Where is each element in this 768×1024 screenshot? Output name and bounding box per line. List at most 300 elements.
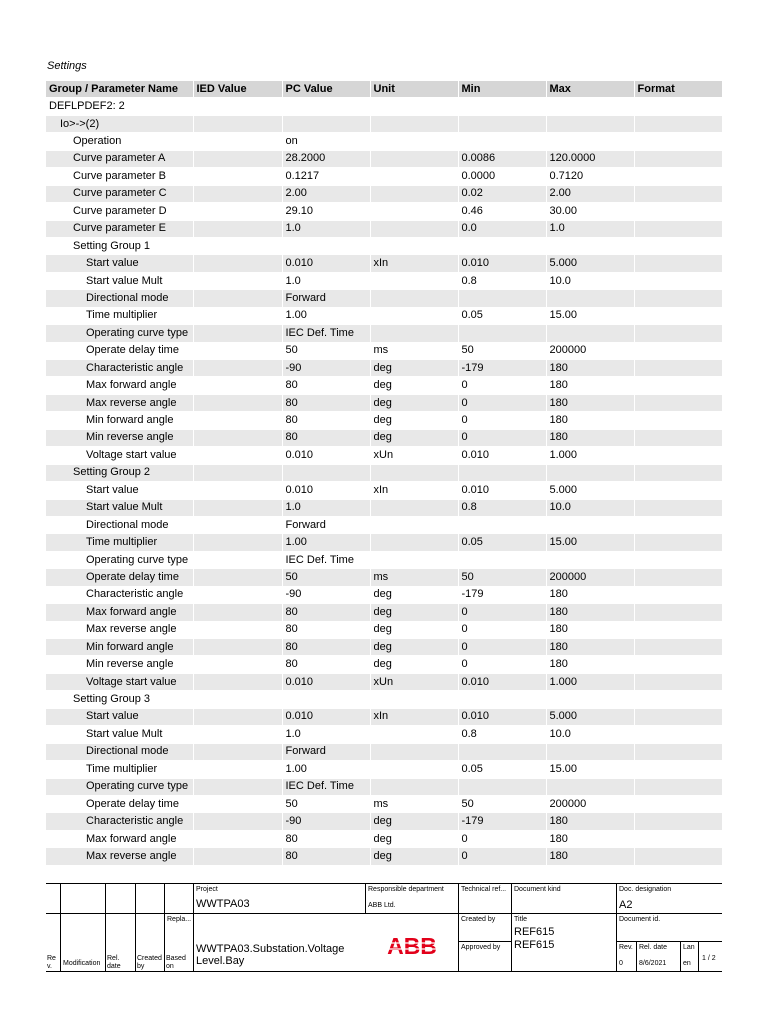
cell-format xyxy=(634,133,722,150)
cell-pc-value: IEC Def. Time xyxy=(282,551,370,568)
cell-unit xyxy=(370,237,458,254)
cell-max: 10.0 xyxy=(546,726,634,743)
cell-min: 0 xyxy=(458,830,546,847)
cell-min xyxy=(458,237,546,254)
cell-format xyxy=(634,272,722,289)
column-header-max: Max xyxy=(546,81,634,98)
table-row xyxy=(46,464,722,481)
cell-ied-value xyxy=(193,464,282,481)
cell-format xyxy=(634,255,722,272)
cell-pc-value xyxy=(282,691,370,708)
cell-unit: deg xyxy=(370,848,458,865)
cell-name: Max forward angle xyxy=(46,604,193,621)
cell-max: 180 xyxy=(546,604,634,621)
cell-unit xyxy=(370,516,458,533)
cell-ied-value xyxy=(193,639,282,656)
cell-max: 10.0 xyxy=(546,499,634,516)
settings-table xyxy=(46,81,723,866)
cell-name: Start value xyxy=(46,255,193,272)
cell-name: Curve parameter B xyxy=(46,168,193,185)
cell-max: 5.000 xyxy=(546,482,634,499)
cell-unit xyxy=(370,464,458,481)
cell-max: 200000 xyxy=(546,569,634,586)
cell-name: Max reverse angle xyxy=(46,848,193,865)
cell-min: 0.05 xyxy=(458,534,546,551)
cell-pc-value: 1.0 xyxy=(282,220,370,237)
cell-ied-value xyxy=(193,586,282,603)
cell-unit: ms xyxy=(370,795,458,812)
cell-max xyxy=(546,778,634,795)
cell-max: 180 xyxy=(546,394,634,411)
cell-name: Directional mode xyxy=(46,743,193,760)
cell-format xyxy=(634,499,722,516)
table-row xyxy=(46,325,722,342)
cell-unit xyxy=(370,761,458,778)
cell-ied-value xyxy=(193,499,282,516)
cell-min xyxy=(458,133,546,150)
cell-format xyxy=(634,534,722,551)
cell-ied-value xyxy=(193,185,282,202)
cell-max: 200000 xyxy=(546,795,634,812)
replaces-label: Repla... xyxy=(167,916,192,923)
cell-format xyxy=(634,673,722,690)
settings-caption: Settings xyxy=(47,60,87,72)
table-row xyxy=(46,220,722,237)
cell-ied-value xyxy=(193,778,282,795)
cell-max: 10.0 xyxy=(546,272,634,289)
table-row xyxy=(46,115,722,132)
cell-min: 0.010 xyxy=(458,482,546,499)
cell-name: Directional mode xyxy=(46,516,193,533)
cell-min: 0.0086 xyxy=(458,150,546,167)
cell-min: 0.0 xyxy=(458,220,546,237)
table-row xyxy=(46,185,722,202)
cell-min xyxy=(458,464,546,481)
cell-ied-value xyxy=(193,272,282,289)
modification-label: Modification xyxy=(63,960,101,967)
cell-pc-value: 0.010 xyxy=(282,708,370,725)
cell-pc-value: 80 xyxy=(282,656,370,673)
cell-pc-value: -90 xyxy=(282,813,370,830)
cell-pc-value: 80 xyxy=(282,639,370,656)
cell-unit xyxy=(370,272,458,289)
cell-name: Time multiplier xyxy=(46,761,193,778)
cell-min xyxy=(458,778,546,795)
cell-ied-value xyxy=(193,726,282,743)
cell-name: Min forward angle xyxy=(46,412,193,429)
cell-ied-value xyxy=(193,516,282,533)
abb-logo xyxy=(377,934,447,958)
rev-column-label: Re v. xyxy=(47,955,56,970)
cell-ied-value xyxy=(193,203,282,220)
cell-ied-value xyxy=(193,360,282,377)
cell-name: Curve parameter D xyxy=(46,203,193,220)
title-line-1: REF615 xyxy=(514,926,555,938)
cell-max: 180 xyxy=(546,360,634,377)
table-row xyxy=(46,778,722,795)
cell-pc-value: 0.010 xyxy=(282,673,370,690)
cell-pc-value: 80 xyxy=(282,848,370,865)
cell-ied-value xyxy=(193,830,282,847)
cell-max: 180 xyxy=(546,621,634,638)
cell-max: 180 xyxy=(546,586,634,603)
table-row xyxy=(46,412,722,429)
created-by-label: Created by xyxy=(461,916,496,923)
cell-name: Operating curve type xyxy=(46,551,193,568)
title-block xyxy=(46,883,722,972)
cell-pc-value: 0.010 xyxy=(282,482,370,499)
cell-min: 0 xyxy=(458,429,546,446)
cell-pc-value xyxy=(282,237,370,254)
cell-format xyxy=(634,621,722,638)
description-text: WWTPA03.Substation.Voltage Level.Bay xyxy=(196,943,345,967)
cell-pc-value: 80 xyxy=(282,429,370,446)
cell-name: Time multiplier xyxy=(46,534,193,551)
table-body xyxy=(46,98,722,865)
cell-unit xyxy=(370,290,458,307)
cell-name: Curve parameter A xyxy=(46,150,193,167)
cell-ied-value xyxy=(193,377,282,394)
cell-unit: ms xyxy=(370,569,458,586)
created-column-label: Created by xyxy=(137,955,162,970)
cell-pc-value: Forward xyxy=(282,290,370,307)
based-on-label: Based on xyxy=(166,955,186,970)
cell-name: Directional mode xyxy=(46,290,193,307)
cell-pc-value: 80 xyxy=(282,621,370,638)
rel-date-column-label: Rel. date xyxy=(107,955,121,970)
cell-name: Operate delay time xyxy=(46,795,193,812)
cell-ied-value xyxy=(193,673,282,690)
approved-by-label: Approved by xyxy=(461,944,501,951)
cell-max: 1.0 xyxy=(546,220,634,237)
table-row xyxy=(46,551,722,568)
cell-pc-value: 50 xyxy=(282,795,370,812)
cell-name: Min reverse angle xyxy=(46,656,193,673)
cell-max: 180 xyxy=(546,429,634,446)
cell-format xyxy=(634,150,722,167)
cell-format xyxy=(634,447,722,464)
table-row xyxy=(46,761,722,778)
cell-name: Setting Group 3 xyxy=(46,691,193,708)
document-kind-label: Document kind xyxy=(514,886,561,893)
cell-name: Io>->(2) xyxy=(46,115,193,132)
cell-max: 1.000 xyxy=(546,673,634,690)
cell-name: Operate delay time xyxy=(46,342,193,359)
cell-name: Max forward angle xyxy=(46,830,193,847)
cell-format xyxy=(634,290,722,307)
cell-format xyxy=(634,830,722,847)
cell-ied-value xyxy=(193,307,282,324)
cell-unit: deg xyxy=(370,656,458,673)
table-row xyxy=(46,673,722,690)
rel-date-value: 8/6/2021 xyxy=(639,960,667,967)
cell-min: -179 xyxy=(458,813,546,830)
cell-pc-value: IEC Def. Time xyxy=(282,778,370,795)
cell-max xyxy=(546,290,634,307)
cell-max xyxy=(546,115,634,132)
cell-format xyxy=(634,848,722,865)
cell-name: Voltage start value xyxy=(46,447,193,464)
cell-name: Min forward angle xyxy=(46,639,193,656)
cell-min: -179 xyxy=(458,586,546,603)
cell-pc-value: 1.0 xyxy=(282,499,370,516)
table-row xyxy=(46,586,722,603)
cell-format xyxy=(634,377,722,394)
table-row xyxy=(46,203,722,220)
cell-format xyxy=(634,464,722,481)
cell-unit: deg xyxy=(370,586,458,603)
cell-min: 0.0000 xyxy=(458,168,546,185)
cell-pc-value: 1.00 xyxy=(282,534,370,551)
cell-unit: deg xyxy=(370,621,458,638)
table-row xyxy=(46,813,722,830)
cell-pc-value: IEC Def. Time xyxy=(282,325,370,342)
language-value: en xyxy=(683,960,691,967)
cell-format xyxy=(634,185,722,202)
cell-min: 0.8 xyxy=(458,499,546,516)
cell-min xyxy=(458,743,546,760)
cell-unit: xIn xyxy=(370,482,458,499)
cell-ied-value xyxy=(193,691,282,708)
cell-name: Curve parameter C xyxy=(46,185,193,202)
rev-value: 0 xyxy=(619,960,623,967)
cell-max xyxy=(546,743,634,760)
cell-ied-value xyxy=(193,743,282,760)
cell-ied-value xyxy=(193,569,282,586)
table-header-row xyxy=(46,81,722,98)
cell-name: Start value Mult xyxy=(46,272,193,289)
cell-unit: xIn xyxy=(370,255,458,272)
cell-unit xyxy=(370,133,458,150)
cell-max: 2.00 xyxy=(546,185,634,202)
cell-name: Characteristic angle xyxy=(46,360,193,377)
page-number: 1 / 2 xyxy=(702,955,716,962)
cell-pc-value: 29.10 xyxy=(282,203,370,220)
cell-format xyxy=(634,726,722,743)
table-row xyxy=(46,569,722,586)
table-row xyxy=(46,830,722,847)
cell-ied-value xyxy=(193,290,282,307)
cell-max: 15.00 xyxy=(546,307,634,324)
rev-label: Rev. xyxy=(619,944,633,951)
cell-max: 30.00 xyxy=(546,203,634,220)
cell-name: Setting Group 1 xyxy=(46,237,193,254)
cell-unit: deg xyxy=(370,429,458,446)
table-row xyxy=(46,795,722,812)
cell-format xyxy=(634,325,722,342)
rel-date-label: Rel. date xyxy=(639,944,668,951)
cell-unit: deg xyxy=(370,813,458,830)
cell-format xyxy=(634,586,722,603)
cell-max xyxy=(546,133,634,150)
cell-pc-value: -90 xyxy=(282,586,370,603)
cell-min: 0.46 xyxy=(458,203,546,220)
cell-max: 180 xyxy=(546,412,634,429)
cell-unit: ms xyxy=(370,342,458,359)
cell-format xyxy=(634,691,722,708)
cell-max xyxy=(546,551,634,568)
cell-pc-value: 80 xyxy=(282,377,370,394)
cell-min xyxy=(458,115,546,132)
cell-format xyxy=(634,412,722,429)
cell-max: 180 xyxy=(546,830,634,847)
cell-max xyxy=(546,691,634,708)
title-line-2: REF615 xyxy=(514,939,555,951)
cell-format xyxy=(634,795,722,812)
table-row xyxy=(46,499,722,516)
cell-unit: deg xyxy=(370,360,458,377)
cell-ied-value xyxy=(193,656,282,673)
cell-min: 50 xyxy=(458,795,546,812)
cell-max: 180 xyxy=(546,639,634,656)
cell-unit xyxy=(370,220,458,237)
cell-min: 0 xyxy=(458,394,546,411)
cell-format xyxy=(634,656,722,673)
cell-name: Start value xyxy=(46,482,193,499)
doc-designation-label: Doc. designation xyxy=(619,886,672,893)
cell-ied-value xyxy=(193,168,282,185)
title-label: Title xyxy=(514,916,527,923)
table-row xyxy=(46,133,722,150)
cell-min: 0.8 xyxy=(458,726,546,743)
cell-pc-value: 80 xyxy=(282,830,370,847)
cell-ied-value xyxy=(193,237,282,254)
cell-pc-value: 2.00 xyxy=(282,185,370,202)
cell-ied-value xyxy=(193,534,282,551)
cell-name: Start value Mult xyxy=(46,499,193,516)
cell-format xyxy=(634,604,722,621)
cell-ied-value xyxy=(193,482,282,499)
cell-min xyxy=(458,516,546,533)
cell-max xyxy=(546,464,634,481)
table-row xyxy=(46,516,722,533)
cell-unit: xUn xyxy=(370,447,458,464)
table-row xyxy=(46,429,722,446)
cell-format xyxy=(634,551,722,568)
cell-ied-value xyxy=(193,150,282,167)
cell-min: 0.010 xyxy=(458,708,546,725)
cell-name: DEFLPDEF2: 2 xyxy=(46,98,193,115)
table-row xyxy=(46,150,722,167)
cell-min: 0 xyxy=(458,639,546,656)
cell-max: 15.00 xyxy=(546,761,634,778)
cell-name: Operating curve type xyxy=(46,778,193,795)
cell-min: 0.010 xyxy=(458,447,546,464)
cell-ied-value xyxy=(193,761,282,778)
cell-unit xyxy=(370,551,458,568)
column-header-name: Group / Parameter Name xyxy=(46,81,193,98)
cell-ied-value xyxy=(193,708,282,725)
cell-ied-value xyxy=(193,133,282,150)
table-row xyxy=(46,168,722,185)
cell-format xyxy=(634,569,722,586)
cell-unit xyxy=(370,726,458,743)
cell-ied-value xyxy=(193,447,282,464)
cell-max: 180 xyxy=(546,848,634,865)
table-row xyxy=(46,237,722,254)
table-row xyxy=(46,342,722,359)
cell-min xyxy=(458,98,546,115)
table-row xyxy=(46,377,722,394)
table-row xyxy=(46,656,722,673)
technical-ref-label: Technical ref... xyxy=(461,886,507,893)
cell-name: Voltage start value xyxy=(46,673,193,690)
cell-unit xyxy=(370,115,458,132)
cell-max xyxy=(546,237,634,254)
cell-unit: deg xyxy=(370,377,458,394)
cell-format xyxy=(634,778,722,795)
cell-min: 0.05 xyxy=(458,761,546,778)
cell-unit xyxy=(370,168,458,185)
cell-max xyxy=(546,516,634,533)
table-row xyxy=(46,482,722,499)
cell-pc-value: on xyxy=(282,133,370,150)
cell-unit xyxy=(370,307,458,324)
cell-format xyxy=(634,168,722,185)
cell-name: Start value Mult xyxy=(46,726,193,743)
cell-pc-value: 1.0 xyxy=(282,272,370,289)
cell-unit xyxy=(370,534,458,551)
cell-format xyxy=(634,307,722,324)
cell-pc-value: Forward xyxy=(282,743,370,760)
cell-format xyxy=(634,761,722,778)
table-row xyxy=(46,394,722,411)
cell-unit xyxy=(370,691,458,708)
cell-unit xyxy=(370,743,458,760)
cell-ied-value xyxy=(193,394,282,411)
cell-ied-value xyxy=(193,795,282,812)
cell-unit xyxy=(370,499,458,516)
cell-min: 50 xyxy=(458,342,546,359)
table-row xyxy=(46,272,722,289)
cell-unit: xIn xyxy=(370,708,458,725)
cell-pc-value: 0.1217 xyxy=(282,168,370,185)
cell-max: 1.000 xyxy=(546,447,634,464)
cell-min: 0 xyxy=(458,412,546,429)
cell-unit xyxy=(370,150,458,167)
cell-pc-value: 0.010 xyxy=(282,447,370,464)
cell-min: 0.8 xyxy=(458,272,546,289)
cell-ied-value xyxy=(193,551,282,568)
cell-unit xyxy=(370,203,458,220)
cell-unit: deg xyxy=(370,412,458,429)
cell-ied-value xyxy=(193,255,282,272)
table-row xyxy=(46,743,722,760)
cell-ied-value xyxy=(193,412,282,429)
cell-format xyxy=(634,237,722,254)
cell-min: 0.010 xyxy=(458,673,546,690)
cell-unit: deg xyxy=(370,394,458,411)
table-row xyxy=(46,98,722,115)
cell-max: 5.000 xyxy=(546,708,634,725)
cell-min: 0 xyxy=(458,656,546,673)
cell-name: Characteristic angle xyxy=(46,586,193,603)
column-header-format: Format xyxy=(634,81,722,98)
cell-name: Time multiplier xyxy=(46,307,193,324)
cell-unit xyxy=(370,325,458,342)
cell-unit: deg xyxy=(370,604,458,621)
cell-pc-value xyxy=(282,464,370,481)
table-row xyxy=(46,307,722,324)
cell-format xyxy=(634,639,722,656)
cell-name: Setting Group 2 xyxy=(46,464,193,481)
cell-format xyxy=(634,394,722,411)
cell-max: 180 xyxy=(546,377,634,394)
cell-pc-value: 50 xyxy=(282,569,370,586)
table-row xyxy=(46,255,722,272)
cell-name: Characteristic angle xyxy=(46,813,193,830)
table-row xyxy=(46,848,722,865)
